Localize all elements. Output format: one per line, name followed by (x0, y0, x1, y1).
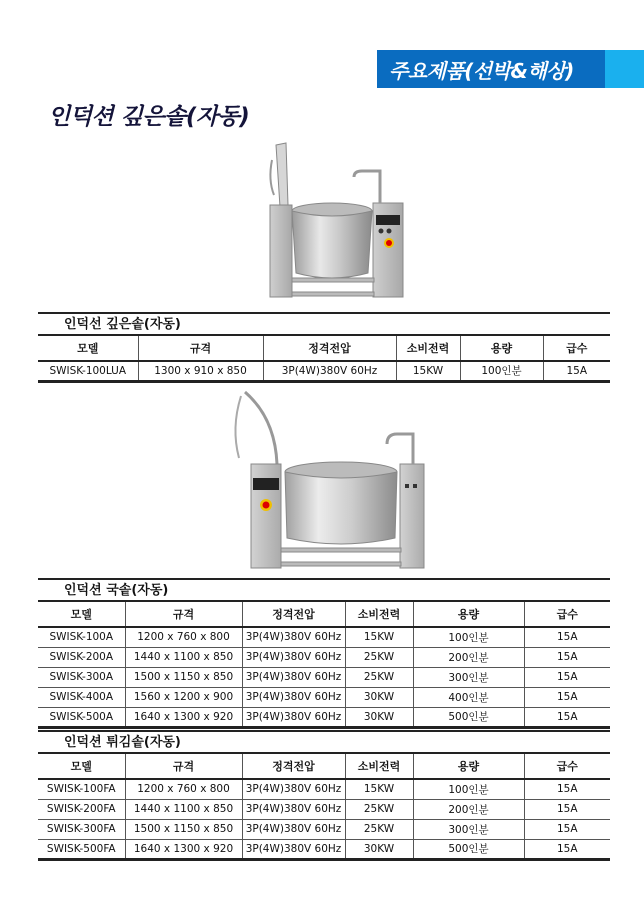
cell-size: 1500 x 1150 x 850 (125, 667, 242, 687)
header-capacity: 용량 (460, 335, 543, 361)
cell-capacity: 500인분 (413, 839, 524, 859)
cell-model: SWISK-300FA (38, 819, 125, 839)
cell-voltage: 3P(4W)380V 60Hz (242, 627, 345, 647)
table-caption: 인덕션 튀김솥(자동) (38, 730, 610, 752)
cell-size: 1300 x 910 x 850 (138, 361, 263, 381)
header-water-supply: 급수 (543, 335, 610, 361)
cell-size: 1640 x 1300 x 920 (125, 707, 242, 727)
table-row (38, 361, 610, 381)
cell-model: SWISK-500A (38, 707, 125, 727)
cell-size: 1200 x 760 x 800 (125, 779, 242, 799)
cell-voltage: 3P(4W)380V 60Hz (242, 667, 345, 687)
banner-label: 주요제품(선박&해상) (377, 50, 605, 88)
table-row (38, 799, 610, 819)
header-voltage: 정격전압 (242, 753, 345, 779)
header-model: 모델 (38, 753, 125, 779)
induction-soup-kettle-image (225, 388, 430, 573)
cell-size: 1640 x 1300 x 920 (125, 839, 242, 859)
table-row (38, 627, 610, 647)
header-capacity: 용량 (413, 601, 524, 627)
soup-kettle-spec-table (38, 578, 610, 729)
cell-voltage: 3P(4W)380V 60Hz (242, 707, 345, 727)
cell-power: 25KW (345, 819, 413, 839)
category-banner (377, 50, 644, 88)
header-power: 소비전력 (396, 335, 460, 361)
cell-power: 25KW (345, 667, 413, 687)
cell-power: 15KW (345, 779, 413, 799)
cell-power: 15KW (345, 627, 413, 647)
cell-water-supply: 15A (524, 647, 610, 667)
header-power: 소비전력 (345, 601, 413, 627)
kettle-illustration-icon (258, 135, 418, 303)
cell-power: 30KW (345, 687, 413, 707)
banner-accent-bar (605, 50, 644, 88)
cell-voltage: 3P(4W)380V 60Hz (242, 647, 345, 667)
table-row (38, 839, 610, 859)
cell-capacity: 300인분 (413, 819, 524, 839)
header-voltage: 정격전압 (242, 601, 345, 627)
table-row (38, 819, 610, 839)
table-row (38, 707, 610, 727)
cell-model: SWISK-500FA (38, 839, 125, 859)
header-power: 소비전력 (345, 753, 413, 779)
induction-deep-kettle-image (258, 135, 418, 303)
header-size: 규격 (125, 753, 242, 779)
cell-voltage: 3P(4W)380V 60Hz (242, 839, 345, 859)
cell-water-supply: 15A (524, 687, 610, 707)
cell-model: SWISK-200FA (38, 799, 125, 819)
header-voltage: 정격전압 (263, 335, 396, 361)
table-row (38, 779, 610, 799)
header-model: 모델 (38, 601, 125, 627)
cell-water-supply: 15A (524, 779, 610, 799)
cell-voltage: 3P(4W)380V 60Hz (242, 779, 345, 799)
cell-power: 30KW (345, 839, 413, 859)
cell-power: 25KW (345, 647, 413, 667)
cell-water-supply: 15A (543, 361, 610, 381)
cell-model: SWISK-400A (38, 687, 125, 707)
cell-power: 15KW (396, 361, 460, 381)
cell-size: 1440 x 1100 x 850 (125, 647, 242, 667)
cell-model: SWISK-200A (38, 647, 125, 667)
cell-size: 1500 x 1150 x 850 (125, 819, 242, 839)
cell-water-supply: 15A (524, 799, 610, 819)
cell-water-supply: 15A (524, 627, 610, 647)
fryer-kettle-spec-table (38, 730, 610, 861)
cell-capacity: 100인분 (413, 627, 524, 647)
cell-power: 25KW (345, 799, 413, 819)
header-water-supply: 급수 (524, 601, 610, 627)
cell-model: SWISK-100FA (38, 779, 125, 799)
header-size: 규격 (138, 335, 263, 361)
cell-voltage: 3P(4W)380V 60Hz (242, 819, 345, 839)
cell-capacity: 200인분 (413, 647, 524, 667)
cell-voltage: 3P(4W)380V 60Hz (242, 799, 345, 819)
cell-size: 1560 x 1200 x 900 (125, 687, 242, 707)
table-caption: 인덕선 깊은솥(자동) (38, 312, 610, 334)
header-capacity: 용량 (413, 753, 524, 779)
cell-water-supply: 15A (524, 839, 610, 859)
table-row (38, 667, 610, 687)
cell-size: 1200 x 760 x 800 (125, 627, 242, 647)
table-caption: 인덕션 국솥(자동) (38, 578, 610, 600)
cell-capacity: 100인분 (413, 779, 524, 799)
cell-size: 1440 x 1100 x 850 (125, 799, 242, 819)
cell-capacity: 100인분 (460, 361, 543, 381)
cell-capacity: 200인분 (413, 799, 524, 819)
cell-voltage: 3P(4W)380V 60Hz (242, 687, 345, 707)
cell-water-supply: 15A (524, 667, 610, 687)
header-model: 모델 (38, 335, 138, 361)
cell-capacity: 400인분 (413, 687, 524, 707)
cell-water-supply: 15A (524, 819, 610, 839)
header-water-supply: 급수 (524, 753, 610, 779)
page-title: 인덕션 깊은솥(자동) (48, 104, 250, 130)
table-row (38, 647, 610, 667)
cell-model: SWISK-100A (38, 627, 125, 647)
cell-capacity: 500인분 (413, 707, 524, 727)
cell-water-supply: 15A (524, 707, 610, 727)
deep-kettle-spec-table (38, 312, 610, 383)
kettle-illustration-icon (225, 388, 430, 573)
cell-capacity: 300인분 (413, 667, 524, 687)
cell-voltage: 3P(4W)380V 60Hz (263, 361, 396, 381)
cell-power: 30KW (345, 707, 413, 727)
cell-model: SWISK-300A (38, 667, 125, 687)
header-size: 규격 (125, 601, 242, 627)
table-row (38, 687, 610, 707)
cell-model: SWISK-100LUA (38, 361, 138, 381)
